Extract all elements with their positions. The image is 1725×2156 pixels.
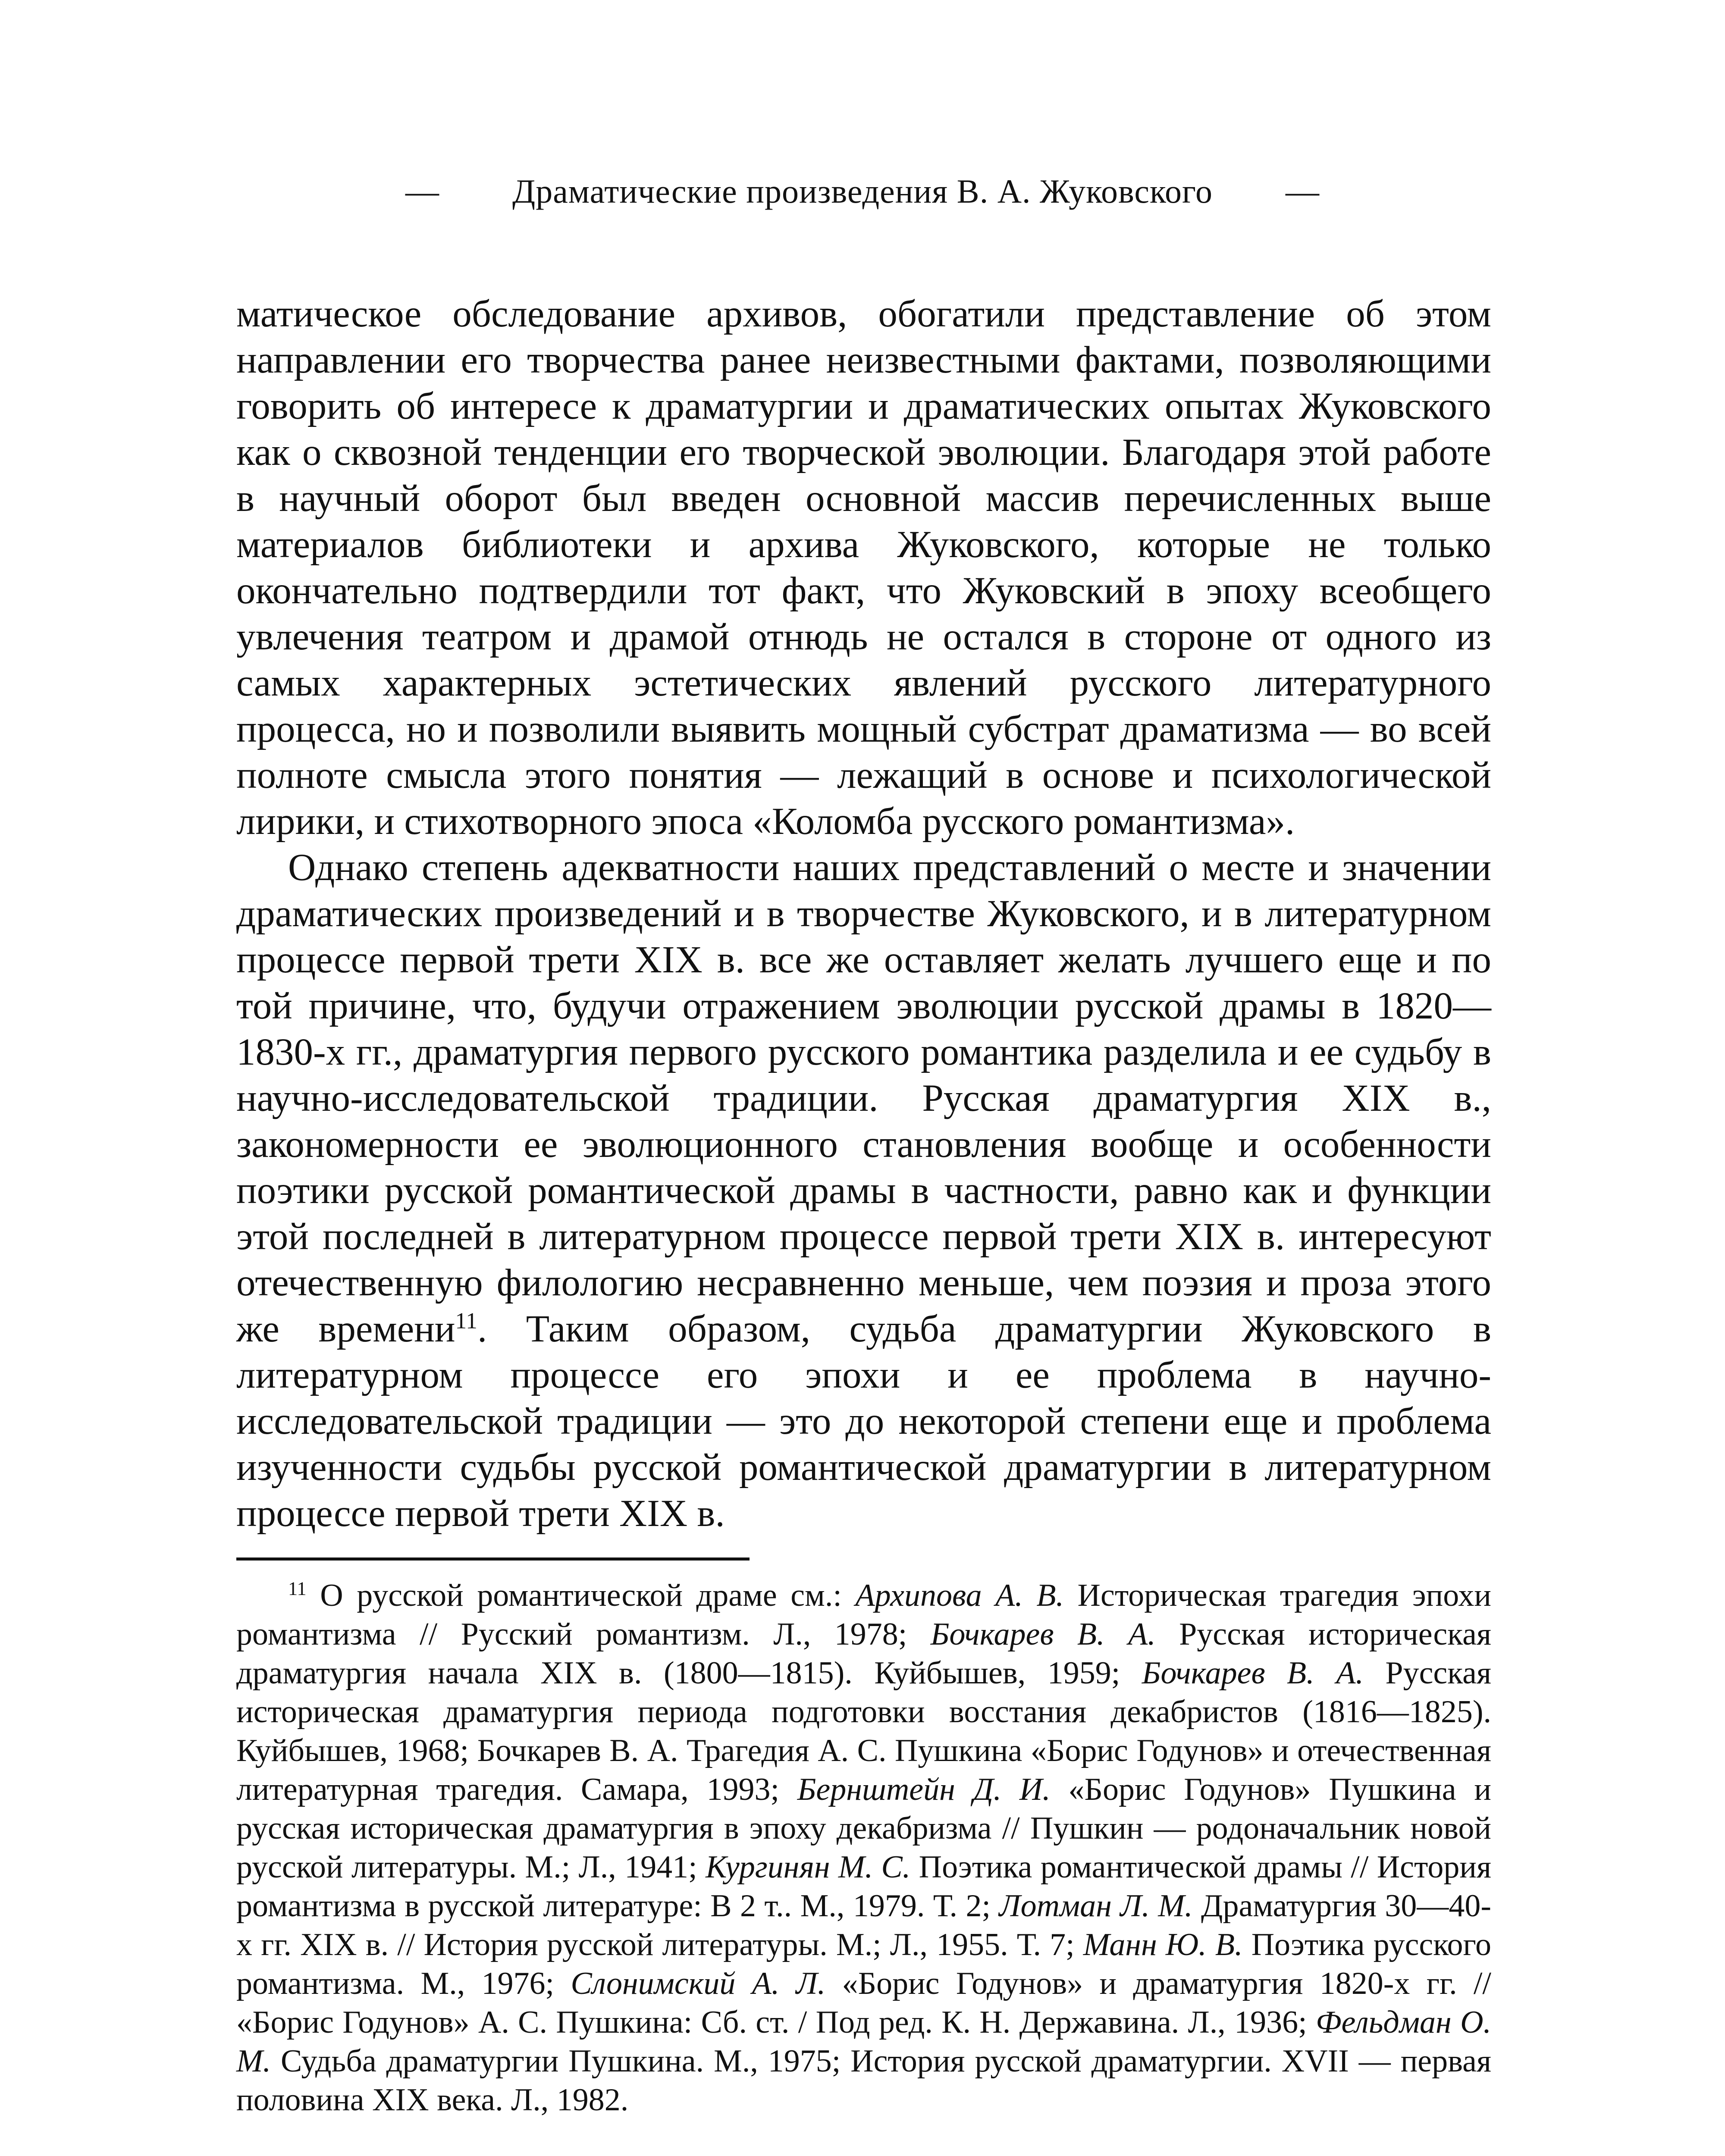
- footnotes: [236, 1576, 1491, 2119]
- main-text: [236, 291, 1491, 1537]
- footnote-author: Бочкарев В. А.: [930, 1617, 1156, 1652]
- footnote-author: Фельдман О. М.: [236, 2005, 1492, 2079]
- footnote-text: Поэтика русского романтизма. М., 1976;: [236, 1927, 1491, 2001]
- footnote-text: Судьба драматургии Пушкина. М., 1975; История русской драматургии. XVII — первая половина XIX века. Л., 1982.: [236, 2043, 1491, 2118]
- header-dash-left: —: [405, 172, 439, 210]
- footnote-author: Манн Ю. В.: [1083, 1927, 1243, 1962]
- footnote-text: Драматургия 30—40-х гг. XIX в. // История русской литературы. М.; Л., 1955. Т. 7;: [236, 1888, 1491, 1962]
- footnote-text: Поэтика романтической драмы // История романтизма в русской литературе: В 2 т.. М., 1979. Т. 2;: [236, 1849, 1492, 1924]
- footnote-author: Слонимский А. Л.: [571, 1966, 826, 2001]
- footnote-reference[interactable]: 11: [455, 1307, 477, 1334]
- footnote-author: Лотман Л. М.: [999, 1888, 1193, 1924]
- paragraph-1: матическое обследование архивов, обогатили представление об этом направлении его творчества ранее неизвестными фактами, позволяющими говорить об интересе к драматургии и драматических опытах Жуковского как о сквозной тенденции его творческой эволюции. Благодаря этой работе в научный оборот был введен основной массив перечисленных выше материалов библиотеки и архива Жуковского, которые не только окончательно подтвердили тот факт, что Жуковский в эпоху всеобщего увлечения театром и драмой отнюдь не остался в стороне от одного из самых характерных эстетических явлений русского литературного процесса, но и позволили выявить мощный субстрат драматизма — во всей полноте смысла этого понятия — лежащий в основе и психологической лирики, и стихотворного эпоса «Коломба русского романтизма».: [236, 293, 1491, 843]
- footnote-number: 11: [288, 1577, 307, 1599]
- paragraph-2-part-b: . Таким образом, судьба драматургии Жуковского в литературном процессе его эпохи и ее проблема в научно-исследовательской традиции — это до некоторой степени еще и проблема изученности судьбы русской романтической драматургии в литературном процессе первой трети XIX в.: [236, 1308, 1491, 1535]
- header-dash-right: —: [1286, 172, 1320, 210]
- paragraph-2: [236, 845, 1491, 1537]
- footnote-divider: [236, 1557, 750, 1561]
- footnote-author: Бернштейн Д. И.: [797, 1772, 1051, 1807]
- footnote-text: Русская историческая драматургия начала XIX в. (1800—1815). Куйбышев, 1959;: [236, 1617, 1491, 1691]
- footnote-text: Историческая трагедия эпохи романтизма // Русский романтизм. Л., 1978;: [236, 1578, 1491, 1652]
- footnote-11: [236, 1576, 1491, 2119]
- footnote-text: О русской романтической драме см.:: [306, 1578, 856, 1613]
- paragraph-2-part-a: Однако степень адекватности наших представлений о месте и значении драматических произведений и в творчестве Жуковского, и в литературном процессе первой трети XIX в. все же оставляет желать лучшего еще и по той причине, что, будучи отражением эволюции русской драмы в 1820—1830-х гг., драматургия первого русского романтика разделила и ее судьбу в научно-исследовательской традиции. Русская драматургия XIX в., закономерности ее эволюционного становления вообще и особенности поэтики русской романтической драмы в частности, равно как и функции этой последней в литературном процессе первой трети XIX в. интересуют отечественную филологию несравненно меньше, чем поэзия и проза этого же времени: [236, 846, 1491, 1350]
- footnote-text: «Борис Годунов» и драматургия 1820-х гг. // «Борис Годунов» А. С. Пушкина: Сб. ст. / Под ред. К. Н. Державина. Л., 1936;: [236, 1966, 1491, 2040]
- footnote-text: «Борис Годунов» Пушкина и русская историческая драматургия в эпоху декабризма // Пушкин — родоначальник новой русской литературы. М.; Л., 1941;: [236, 1772, 1491, 1885]
- footnote-author: Бочкарев В. А.: [1142, 1655, 1364, 1691]
- running-header: [405, 172, 1320, 210]
- footnote-author: Кургинян М. С.: [706, 1849, 911, 1885]
- running-header-title: Драматические произведения В. А. Жуковского: [512, 172, 1213, 210]
- footnote-text: Русская историческая драматургия периода подготовки восстания декабристов (1816—1825). Куйбышев, 1968; Бочкарев В. А. Трагедия А. С. Пушкина «Борис Годунов» и отечественная литературная трагедия. Самара, 1993;: [236, 1655, 1491, 1807]
- footnote-author: Архипова А. В.: [855, 1578, 1064, 1613]
